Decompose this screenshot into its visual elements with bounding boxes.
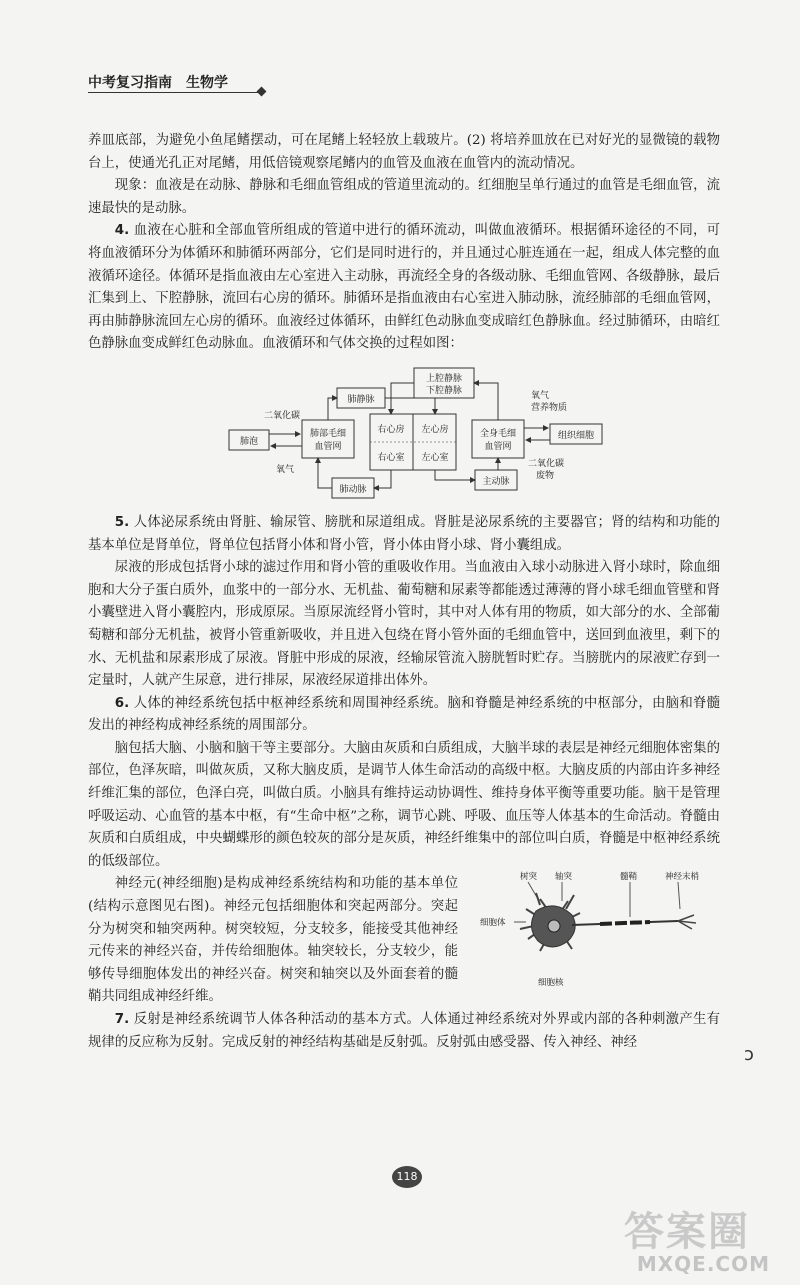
paragraph-7: 脑包括大脑、小脑和脑干等主要部分。大脑由灰质和白质组成，大脑半球的表层是神经元细胞体密集的部位，色泽灰暗，叫做灰质，又称大脑皮质，是调节人体生命活动的高级中枢。大脑皮质的内部由许多神经纤维汇集的部位，色泽白亮，叫做白质。小脑具有维持运动协调性、维持身体平衡等重要功能。脑干是管理呼吸运动、心血管的基本中枢，有“生命中枢”之称，调节心跳、呼吸、血压等人体基本的生命活动。脊髓由灰质和白质组成，中央蝴蝶形的颜色较灰的部分是灰质，神经纤维集中的部位叫白质，脊髓是中枢神经系统的低级部位。 xyxy=(88,740,720,869)
neuron-figure xyxy=(480,869,720,1009)
watermark-line-2: MXQE.COM xyxy=(636,1252,770,1276)
nerve-ending-label: 神经末梢 xyxy=(665,872,700,883)
co2-left-label: 二氧化碳 xyxy=(264,410,301,421)
cell-body-label: 细胞体 xyxy=(480,918,506,929)
circulation-diagram xyxy=(88,362,720,502)
page-number: 118 xyxy=(392,1166,422,1188)
page-content xyxy=(88,130,720,1054)
neuron-svg xyxy=(480,869,720,1009)
myelin-label: 髓鞘 xyxy=(620,872,638,883)
paragraph-9-text: 反射是神经系统调节人体各种活动的基本方式。人体通过神经系统对外界或内部的各种刺激产生有规律的反应称为反射。完成反射的神经结构基础是反射弧。反射弧由感受器、传入神经、神经 xyxy=(88,1012,720,1050)
paragraph-6-text: 人体的神经系统包括中枢神经系统和周围神经系统。脑和脊髓是神经系统的中枢部分，由脑和脊髓发出的神经构成神经系统的周围部分。 xyxy=(88,695,720,734)
pulmonary-vein-label: 肺静脉 xyxy=(347,394,375,405)
neuron-drawing xyxy=(520,893,696,951)
right-ventricle-label: 右心室 xyxy=(377,452,405,463)
lung-capillary-label-2: 血管网 xyxy=(314,441,342,452)
watermark xyxy=(600,1200,770,1280)
tissue-cells-label: 组织细胞 xyxy=(557,430,595,441)
margin-mark: ↄ xyxy=(744,1044,754,1065)
circulation-svg xyxy=(88,362,720,502)
aorta-label: 主动脉 xyxy=(482,476,510,487)
header-rule xyxy=(88,92,258,93)
pulmonary-artery-label: 肺动脉 xyxy=(339,484,367,495)
dendrite-label: 树突 xyxy=(520,872,538,883)
paragraph-9 xyxy=(88,1009,720,1054)
neuron-section xyxy=(88,873,720,1009)
lung-capillary-box xyxy=(302,420,354,458)
item-number-7: 7. xyxy=(114,1012,130,1027)
nutrients-label: 营养物质 xyxy=(531,402,568,413)
o2-right-label: 氧气 xyxy=(531,390,550,401)
left-ventricle-label: 左心室 xyxy=(421,452,449,463)
body-capillary-box xyxy=(472,420,524,458)
co2-right-label-1: 二氧化碳 xyxy=(528,458,565,469)
paragraph-5: 尿液的形成包括肾小球的滤过作用和肾小管的重吸收作用。当血液由入球小动脉进入肾小球时，除血细胞和大分子蛋白质外，血浆中的一部分水、无机盐、葡萄糖和尿素等都能透过薄薄的肾小球毛细血管壁和肾小囊壁进入肾小囊腔内，形成原尿。当原尿流经肾小管时，其中对人体有用的物质，如大部分的水、全部葡萄糖和部分无机盐，被肾小管重新吸收，并且进入包绕在肾小管外面的毛细血管中，送回到血液里，剩下的水、无机盐和尿素形成了尿液。肾脏中形成的尿液，经输尿管流入膀胱暂时贮存。当膀胱内的尿液贮存到一定量时，人就产生尿意，进行排尿，尿液经尿道排出体外。 xyxy=(88,560,720,689)
paragraph-3-text: 血液在心脏和全部血管所组成的管道中进行的循环流动，叫做血液循环。根据循环途径的不同，可将血液循环分为体循环和肺循环两部分，它们是同时进行的，并且通过心脏连通在一起，组成人体完整的血液循环途径。体循环是指血液由左心室进入主动脉，再流经全身的各级动脉、毛细血管网、各级静脉，最后汇集到上、下腔静脉，流回右心房的循环。肺循环是指血液由右心室进入肺动脉，流经肺部的毛细血管网，再由肺静脉流回左心房的循环。血液经过体循环，由鲜红色动脉血变成暗红色静脉血。经过肺循环，由暗红色静脉血变成鲜红色动脉血。血液循环和气体交换的过程如图： xyxy=(88,223,720,352)
watermark-line-1: 答案圈 xyxy=(624,1209,750,1255)
upper-vein-label: 上腔静脉 xyxy=(425,373,463,384)
lung-capillary-label-1: 肺部毛细 xyxy=(309,428,347,439)
paragraph-4-text: 人体泌尿系统由肾脏、输尿管、膀胱和尿道组成。肾脏是泌尿系统的主要器官；肾的结构和功能的基本单位是肾单位，肾单位包括肾小体和肾小管，肾小体由肾小球、肾小囊组成。 xyxy=(88,514,720,553)
paragraph-8: 神经元(神经细胞)是构成神经系统结构和功能的基本单位(结构示意图见右图)。神经元包括细胞体和突起两部分。突起分为树突和轴突两种。树突较短，分支较多，能接受其他神经元传来的神经兴奋，并传给细胞体。轴突较长，分支较少，能够传导细胞体发出的神经兴奋。树突和轴突以及外面套着的髓鞘共同组成神经纤维。 xyxy=(88,876,458,1005)
page-header xyxy=(88,72,688,96)
header-diamond-icon xyxy=(257,87,267,97)
alveoli-label: 肺泡 xyxy=(239,436,259,447)
paragraph-4 xyxy=(88,512,720,557)
body-capillary-label-1: 全身毛细 xyxy=(479,428,517,439)
body-capillary-label-2: 血管网 xyxy=(484,441,512,452)
right-atrium-label: 右心房 xyxy=(377,424,405,435)
left-atrium-label: 左心房 xyxy=(421,424,449,435)
paragraph-2: 现象：血液是在动脉、静脉和毛细血管组成的管道里流动的。红细胞呈单行通过的血管是毛细血管，流速最快的是动脉。 xyxy=(88,178,720,216)
header-title: 中考复习指南 生物学 xyxy=(88,75,228,91)
item-number-6: 6. xyxy=(114,695,130,711)
nucleus-label: 细胞核 xyxy=(538,978,564,989)
axon-label: 轴突 xyxy=(555,872,573,883)
item-number-4: 4. xyxy=(114,223,130,239)
item-number-5: 5. xyxy=(114,514,130,530)
paragraph-3 xyxy=(88,220,720,356)
lower-vein-label: 下腔静脉 xyxy=(425,385,463,396)
paragraph-6 xyxy=(88,693,720,738)
co2-right-label-2: 废物 xyxy=(536,470,555,481)
paragraph-1: 养皿底部，为避免小鱼尾鳍摆动，可在尾鳍上轻轻放上载玻片。(2) 将培养皿放在已对好光的显微镜的载物台上，使通光孔正对尾鳍，用低倍镜观察尾鳍内的血管及血液在血管内的流动情况。 xyxy=(88,133,720,171)
o2-left-label: 氧气 xyxy=(276,464,295,475)
